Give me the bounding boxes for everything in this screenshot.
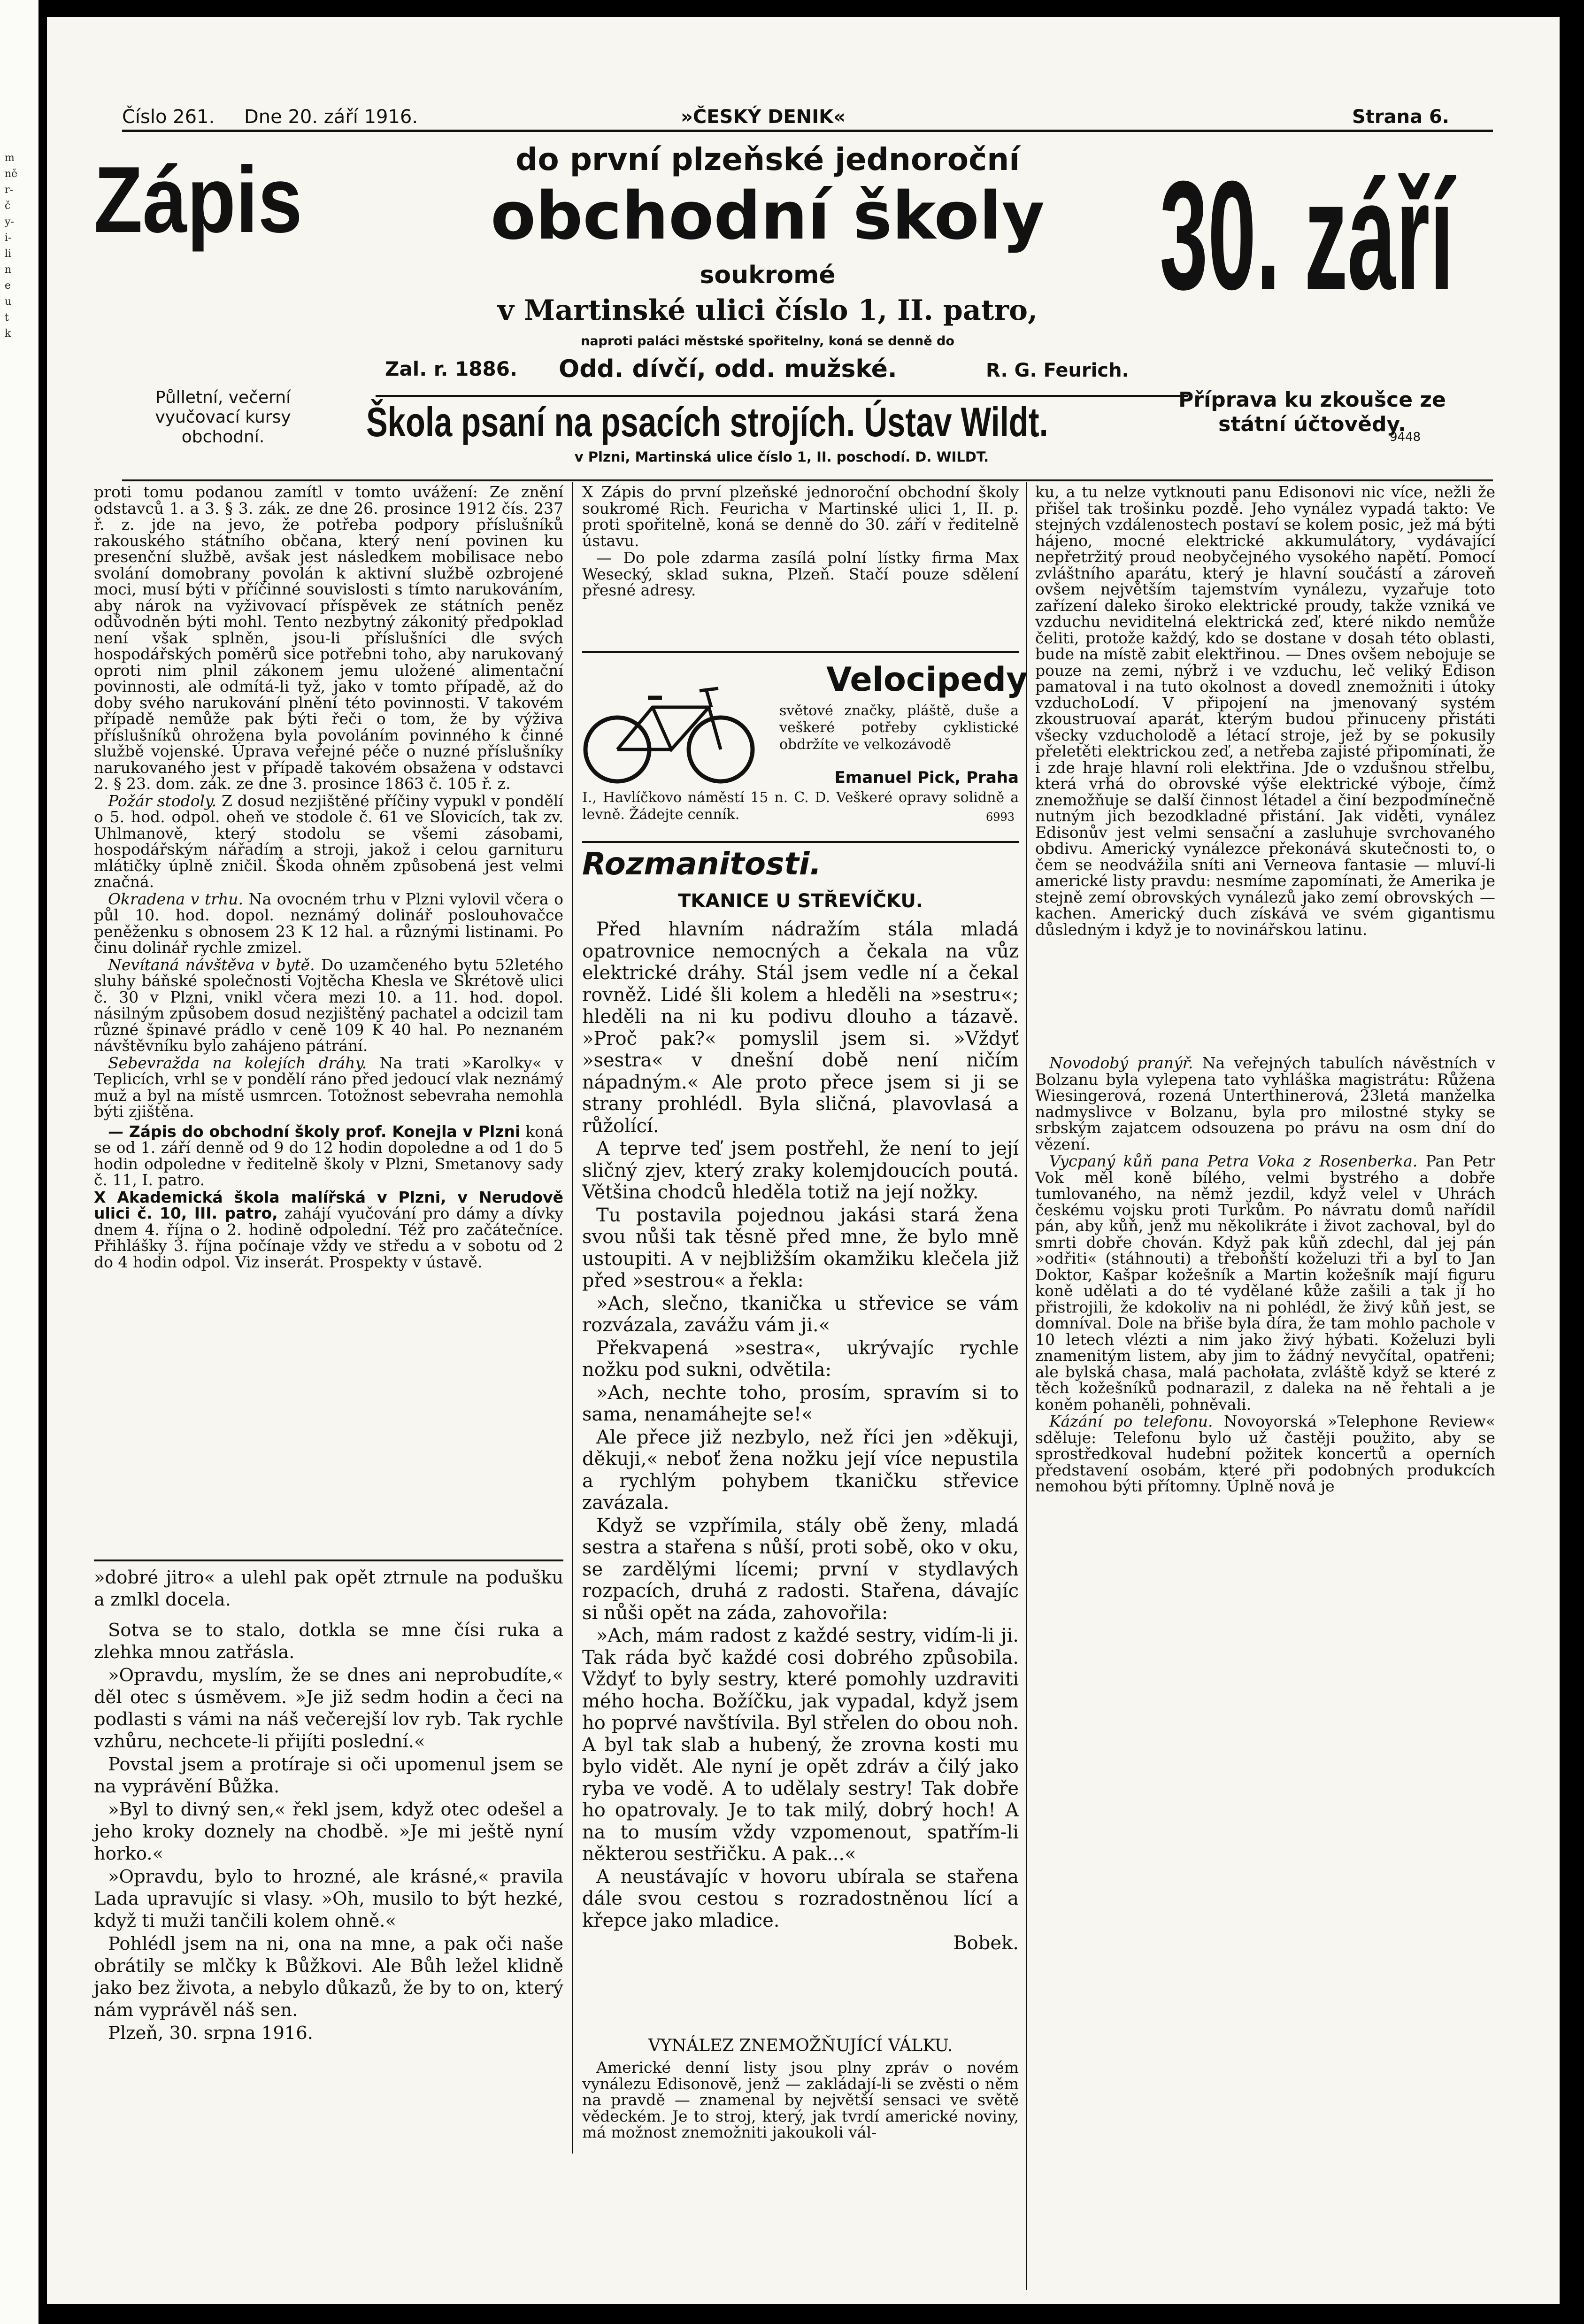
ad-right-note: Příprava ku zkoušce ze státní účtovědy.: [1178, 388, 1446, 436]
margin-fragment: m: [5, 152, 15, 164]
story-text: »Opravdu, bylo to hrozné, ale krásné,« pravila Lada upravujíc si vlasy. »Oh, musilo to být hezké, když ti muži tančili kolem ohně.«: [94, 1866, 563, 1931]
article-text: proti tomu podanou zamítl v tomto uvážení: Ze znění odstavců 1. a 3. § 3. zák. ze dne 26. prosince 1912 čís. 237 ř. z. jde na jevo, že potřeba podpory příslušníků rakouského státního občana, který není povinen ku presenční službě, avšak jest následkem mobilisace nebo svolání domobrany povolán k aktivní službě ozbrojené moci, musí býti v příčinné souvislosti s tímto narukováním, aby nárok na vyživovací příspěvek ze státních peněz odůvodněn býti mohl. Tento nezbytný zákonitý předpoklad není však splněn, jsou-li příslušníci dle svých hospodářských poměrů sice potřebni toho, aby narukovaný oproti nim plnil zákonem jemu uložené alimentační povinnosti, ale odmítá-li tyž, jako v tomto případě, až do doby svého narukování plnění této povinnosti. V takovém případě nemůže pak býti řeči o tom, že by výživa příslušníků ohrožena byla povoláním povinného k činné službě vojenské. Úprava veřejné péče o nuzné příslušníky narukovaného jest v případě takovém obsažena v odstavci 2. § 23. dom. zák. ze dne 3. prosince 1863 č. 105 ř. z.: [94, 483, 563, 793]
ad-firm: Emanuel Pick, Praha: [834, 768, 1019, 787]
article-text: Z dosud nezjištěné příčiny vypukl v pondělí o 5. hod. odpol. oheň ve stodole č. 61 ve Slovicích, tak zv. Uhlmanově, který stodolu se všemi zásobami, hospodářským nářadím a stroji, jakož i celou garnituru mlátičky úplně zničil. Škoda ohněm způsobená jest velmi značná.: [94, 791, 563, 891]
story-paragraph: »Ach, slečno, tkanička u střevice se vám rozvázala, zavážu vám ji.«: [582, 1292, 1019, 1336]
ad-bottom-rule: [122, 479, 1493, 481]
article-title: Sebevražda na kolejích dráhy.: [108, 1053, 367, 1072]
ad-date-big: 30. září: [1160, 148, 1454, 322]
article-title: Novodobý pranýř.: [1049, 1054, 1193, 1072]
margin-fragment: i-: [5, 232, 12, 244]
story-paragraph: A neustávajíc v hovoru ubírala se stařena dále svou cestou s rozradostněnou lící a křepce jako mladice.: [582, 1866, 1019, 1931]
article-body: [582, 2060, 1019, 2142]
story-text: Povstal jsem a protíraje si oči upomenul jsem se na vyprávění Bůžka.: [94, 1754, 563, 1797]
ad-typing-address: v Plzni, Martinská ulice číslo 1, II. poschodí. D. WILDT.: [574, 449, 989, 465]
ad-zapis-word: Zápis: [94, 147, 303, 252]
story-paragraph: Ale přece již nezbylo, než říci jen »děkuji, děkuji,« neboť žena nožku její více nepustila a rychlým pohybem tkaničku střevice zavázala.: [582, 1426, 1019, 1513]
newspaper-name: »ČESKÝ DENIK«: [681, 106, 846, 128]
story-text: »dobré jitro« a ulehl pak opět ztrnule na podušku a zmlkl docela.: [94, 1567, 563, 1610]
ad-text: světové značky, pláště, duše a veškeré potřeby cyklistické obdržíte ve velkozávodě: [779, 703, 1019, 753]
ad-code: 9448: [1390, 430, 1421, 444]
column-separator: [1026, 482, 1027, 2290]
margin-fragment: e: [5, 280, 11, 292]
article-text: Na veřejných tabulích návěstních v Bolzanu byla vylepena tato vyhláška magistrátu: Růžena Wiesingerová, rozená Unterthinerová, 23letá manželka nadmyslivce v Bolzanu, byla pro milostné styky se srbským zajatcem odsouzena po právu na osm dní do vězení.: [1035, 1054, 1495, 1153]
article-title: VYNÁLEZ ZNEMOŽŇUJÍCÍ VÁLKU.: [648, 2036, 953, 2055]
column-2-notices: [582, 484, 1019, 600]
ad-rule: [582, 841, 1019, 843]
story-text: »Byl to divný sen,« řekl jsem, když otec odešel a jeho kroky doznely na chodbě. »Je mi ještě nyní horko.«: [94, 1799, 563, 1864]
margin-fragment: n: [5, 264, 12, 276]
margin-fragment: č: [5, 200, 11, 212]
margin-fragment: t: [5, 312, 9, 324]
article-text: ku, a tu nelze vytknouti panu Edisonovi nic více, nežli že přišel tak trošinku pozdě. Jeho vynález vypadá takto: Ve stejných vzdálenostech postaví se kolem posic, jež má býti hájeno, mocné elektrické akkumulátory, vydávající nepřetržitý proud neobyčejného vysokého napětí. Pomocí zvláštního aparátu, který je hlavní součástí a zároveň ovšem největším tajemstvím vynálezu, vyzařuje toto zařízení daleko široko elektrické proudy, takže vzniká ve vzduchu neviditelná elektrická zeď, které nikdo nemůže čeliti, protože každý, kdo se dostane v dosah této oblasti, bude na místě zabit elektřinou. — Dnes ovšem nebojuje se pouze na zemi, nýbrž i ve vzduchu, leč veliký Edison pamatoval i na tuto okolnost a dovedl znemožniti i útoky vzduchoLodí. V připojení na jmenovaný systém zkoustruovaí aparát, kterým budou přinuceny přistáti všecky vzducholodě a létací stroje, jež by se pokusily přeletěti elektrickou zeď, a netřeba zajisté připomínati, že i zde hraje hlavní roli elektřina. Jde o vzdušnou střelbu, která vrhá do obrovské výše elektrické výboje, čímž znemožňuje se další činnost létadel a činí bezpodmínečně nutným jich bezodkladné přistání. Jak viděti, vynález Edisonův jest velmi sensační a zasluhuje svrchovaného obdivu. Americký vynálezce překonává skutečnosti to, o čem se neodvážila sníti ani Verneova fantasie — mluví-li americké listy pravdu: nesmíme zapomínati, že Amerika je stejně zemí obrovských vynálezů jako zemí obrovských — kachen. Americký duch získává ve svém gigantismu důsledným i když je to novinářskou latinu.: [1035, 483, 1495, 939]
ad-line-5: naproti paláci městské spořitelny, koná se denně do: [581, 334, 954, 348]
story-author: Bobek.: [953, 1932, 1019, 1954]
story-title: TKANICE U STŘEVÍČKU.: [678, 890, 923, 912]
notice-text: X Zápis do první plzeňské jednoroční obchodní školy soukromé Rich. Feuricha v Martinské ulici 1, II. p. proti spořitelně, koná se denně do 30. září v ředitelně ústavu.: [582, 483, 1019, 550]
article-text: Do uzamčeného bytu 52letého sluhy báňské společnosti Vojtěcha Khesla ve Skrétově ulici č. 30 v Plzni, vnikl včera mezi 10. a 11. hod. dopol. násilným způsobem dosud nezjištěný pachatel a odcizil tam různé špinavé prádlo v ceně 109 K 40 hal. Po neznaném návštěvníku bylo zahájeno pátrání.: [94, 955, 563, 1055]
ad-divider: [376, 395, 1188, 397]
bicycle-icon: [582, 679, 756, 787]
margin-fragment: li: [5, 248, 12, 260]
story-body: [582, 919, 1019, 1955]
ad-line-4: v Martinské ulici číslo 1, II. patro,: [498, 294, 1038, 327]
article-text: Pan Petr Vok měl koně bílého, velmi bystrého a dobře tumlovaného, na němž jezdil, když velel v Uhrách českému vojsku proti Turkům. Po návratu domů nařídil pán, aby kůň, jenž mu několikráte i život zachoval, byl do smrti dobře chován. Když pak kůň zdechl, dal jej pán »odřiti« (stáhnouti) a třeboňští koželuzi tři a byl to Jan Doktor, Kašpar kožešník a Martin kožešník mají figuru koně udělati a do té vydělané kůže zašili a tak jí ho přistrojili, že kdokoliv na ni pohlédl, že živý kůň jest, se domníval. Dole na břiše byla díra, že tam mohlo pachole v 10 letech vlézti a nim jako živý hýbati. Koželuzi byli znamenitým listem, aby jim to žádný nevyčítal, opatřeni; ale bylská chasa, malá pachołata, zvláště když se které z těch kožešníků podnarazil, z daleka na ně řehtali a je koněm pohaněli, pohněvali.: [1035, 1152, 1495, 1413]
ad-founded: Zal. r. 1886.: [385, 357, 517, 380]
story-paragraph: Tu postavila pojednou jakási stará žena svou nůši tak těsně před mne, že bylo mně ustoupiti. A v nejbližším okamžiku klečela již před »sestrou« a řekla:: [582, 1204, 1019, 1291]
story-paragraph: »Ach, mám radost z každé sestry, vidím-li ji. Tak ráda byč každé cosi dobrého způsobila. Vždyť to byly sestry, které pomohly uzdraviti mého hocha. Božíčku, jak vypadal, když jsem ho poprvé navštívila. Byl střelen do obou noh. A byl tak slab a hubený, že zrovna kosti mu bylo vidět. Ale nyní je opět zdráv a čilý jako ryba ve vodě. A to udělaly sestry! Tak dobře ho opatrovaly. Je to tak milý, dobrý hoch! A na to musím vždy vzpomenout, spatřím-li některou sestřičku. A pak...«: [582, 1625, 1019, 1865]
page-number: Strana 6.: [1352, 106, 1450, 128]
ad-address: I., Havlíčkovo náměstí 15 n. C. D. Veškeré opravy solidně a levně. Žádejte cenník.: [582, 789, 1019, 823]
ad-line-2: obchodní školy: [491, 178, 1045, 255]
story-paragraph: Překvapená »sestra«, ukrývajíc rychle nožku pod sukni, odvětila:: [582, 1337, 1019, 1381]
article-title: Okradena v trhu.: [108, 889, 243, 908]
header-rule: [122, 130, 1493, 132]
article-title: Vycpaný kůň pana Petra Voka z Rosenberka.: [1049, 1152, 1418, 1170]
article-text: Novoyorská »Telephone Review« sděluje: Telefonu bylo už častěji použito, aby se sprostředkoval hudební požitek koncertů a operních představení osobám, které při podobných produkcích nemohou býti přítomny. Úplně nová je: [1035, 1412, 1495, 1495]
ad-rule: [582, 651, 1019, 653]
ad-title: Velocipedy: [826, 660, 1028, 699]
story-text: Pohlédl jsem na ni, ona na mne, a pak oči naše obrátily se mlčky k Bůžkovi. Ale Bůh ležel klidně jako bez života, a nebylo důkazů, že by to on, který nám vyprávěl náš sen.: [94, 1933, 563, 2021]
ad-code: 6993: [986, 811, 1015, 824]
story-paragraph: Když se vzpřímila, stály obě ženy, mladá sestra a stařena s nůší, proti sobě, oko v oku, se zardělými lícemi; první v stydlavých rozpacích, druhá z radosti. Stařena, dávajíc si nůši opět na záda, zahovořila:: [582, 1514, 1019, 1624]
column-3: [1035, 484, 1495, 1496]
issue-number: Číslo 261.: [122, 106, 215, 128]
margin-fragment: u: [5, 296, 12, 308]
newspaper-page: [47, 17, 1560, 2304]
notice-text: — Do pole zdarma zasílá polní lístky firma Max Wesecký, sklad sukna, Plzeň. Stačí pouze sdělení přesné adresy.: [582, 548, 1019, 599]
notice-title: X Akademická škola malířská v Plzni, v Nerudově ulici č. 10, III. patro,: [94, 1188, 563, 1222]
column-1-news: [94, 484, 563, 1271]
ad-owner: R. G. Feurich.: [986, 360, 1129, 381]
article-title: Požár stodoly.: [108, 791, 216, 810]
notice-title: — Zápis do obchodní školy prof. Konejla v Plzni: [108, 1122, 521, 1141]
column-separator: [572, 482, 573, 2154]
article-text: Americké denní listy jsou plny zpráv o novém vynálezu Edisonově, jenž — zakládají-li se zvěsti o něm na pravdě — znamenal by největší sensaci ve světě vědeckém. Je to stroj, který, jak tvrdí americké noviny, má možnost znemožniti jakoukoli vál-: [582, 2058, 1019, 2141]
story-text: Sotva se to stalo, dotkla se mne čísi ruka a zlehka mnou zatřásla.: [94, 1620, 563, 1663]
story-paragraph: A teprve teď jsem postřehl, že není to její sličný zjev, který zraky kolemjdoucích poutá. Většina chodců hleděla totiž na její nožky.: [582, 1138, 1019, 1203]
notice-text: zahájí vyučování pro dámy a dívky dnem 4. října o 2. hodině odpolední. Též pro začátečníce. Přihlášky 3. října počínaje vždy ve středu a v sobotu od 2 do 4 hodin odpol. Viz inserát. Prospekty v ústavě.: [94, 1204, 563, 1271]
article-title: Nevítaná návštěva v bytě.: [108, 955, 315, 974]
article-title: Kázání po telefonu.: [1049, 1412, 1213, 1430]
notice-text: koná se od 1. září denně od 9 do 12 hodin dopoledne a od 1 do 5 hodin odpoledne v ředitelně školy v Plzni, Smetanovy sady č. 11, I. patro.: [94, 1122, 563, 1189]
story-paragraph: Před hlavním nádražím stála mladá opatrovnice nemocných a čekala na vůz elektrické dráhy. Stál jsem vedle ní a čekal rovněž. Lidé šli kolem a hleděli na »sestru«; hleděli na ni ku podivu dlouho a tázavě. »Proč pak?« pomyslil jsem si. »Vždyť »sestra« v dnešní době není ničím nápadným.« Ale proto přece jsem si ji se strany prohlédl. Byla sličná, plavovlasá a růžolící.: [582, 919, 1019, 1137]
section-title: Rozmanitosti.: [582, 846, 822, 882]
margin-fragment: r-: [5, 184, 13, 196]
bicycle-ad: [582, 660, 1028, 839]
column-1-feuilleton: [94, 1567, 563, 2045]
margin-fragment: k: [5, 328, 11, 340]
margin-fragment: ně: [5, 168, 18, 180]
ad-line-1: do první plzeňské jednoroční: [515, 141, 1020, 178]
article-text: Na trati »Karolky« v Teplicích, vrhl se v pondělí ráno před jedoucí vlak neznámý muž a byl na místě usmrcen. Totožnost sebevraha nemohla býti zjištěna.: [94, 1053, 564, 1120]
left-margin-strip: [0, 0, 38, 2324]
ad-departments: Odd. dívčí, odd. mužské.: [559, 355, 897, 383]
ad-typing-school: Škola psaní na psacích strojích. Ústav Wildt.: [366, 399, 1048, 445]
section-rule: [94, 1560, 563, 1561]
story-paragraph: »Ach, nechte toho, prosím, spravím si to sama, nenamáhejte se!«: [582, 1382, 1019, 1425]
story-text: »Opravdu, myslím, že se dnes ani neprobudíte,« děl otec s úsměvem. »Je již sedm hodin a čeci na podlasti s vámi na náš večerejší lov ryb. Tak rychle vzhůru, nechcete-li přijíti poslední.«: [94, 1665, 563, 1752]
margin-fragment: y-: [5, 216, 14, 228]
issue-date: Dne 20. září 1916.: [244, 106, 418, 128]
ad-line-3: soukromé: [700, 261, 836, 289]
ad-left-note: Půlletní, večerní vyučovací kursy obchodní.: [155, 388, 291, 447]
story-place-date: Plzeň, 30. srpna 1916.: [108, 2023, 314, 2044]
article-text: Na ovocném trhu v Plzni vylovil včera o půl 10. hod. dopol. neznámý dolinář poslouhovačce peněženku s obnosem 23 K 12 hal. a různými listinami. Po činu dolinář rychle zmizel.: [94, 889, 563, 957]
